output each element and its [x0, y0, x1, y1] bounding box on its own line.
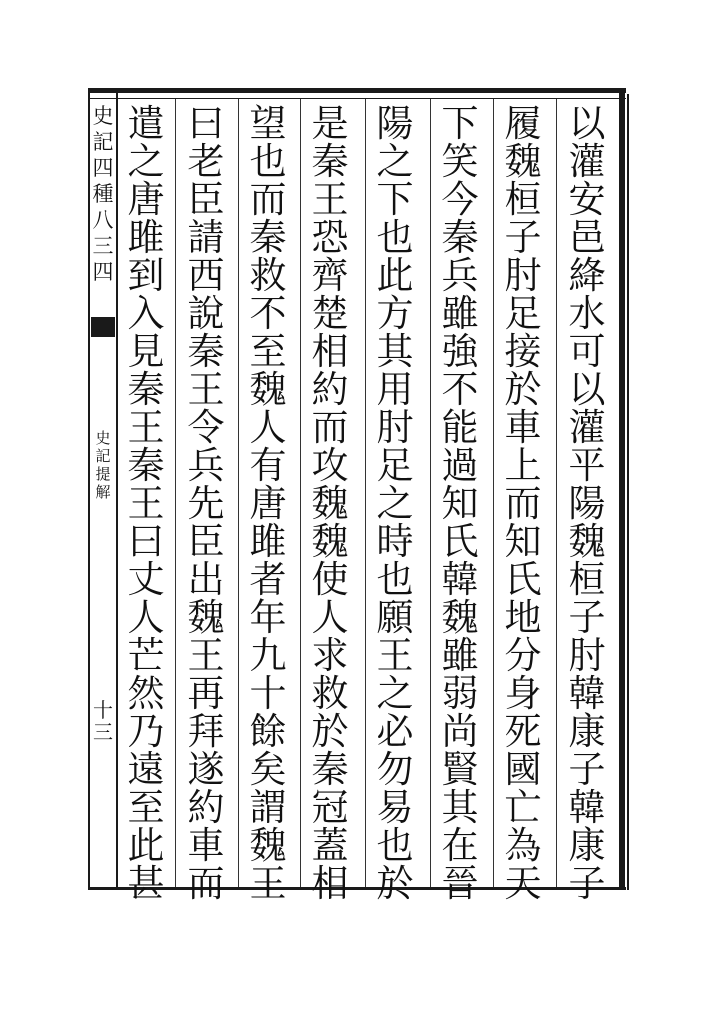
- text-glyph: 在: [441, 824, 479, 867]
- text-glyph: 兵: [441, 254, 479, 297]
- text-glyph: 曰: [187, 102, 225, 145]
- text-glyph: 年: [249, 596, 287, 639]
- margin-char: 解: [95, 483, 111, 501]
- text-glyph: 於: [376, 862, 414, 905]
- text-glyph: 約: [187, 786, 225, 829]
- text-glyph: 遂: [187, 748, 225, 791]
- text-glyph: 方: [376, 292, 414, 335]
- text-glyph: 秦: [441, 216, 479, 259]
- text-glyph: 兵: [187, 444, 225, 487]
- text-glyph: 相: [311, 330, 349, 373]
- text-glyph: 肘: [376, 406, 414, 449]
- text-glyph: 車: [504, 406, 542, 449]
- text-glyph: 齊: [311, 254, 349, 297]
- text-column: [369, 102, 421, 905]
- text-glyph: 救: [249, 254, 287, 297]
- text-glyph: 此: [376, 254, 414, 297]
- text-glyph: 請: [187, 216, 225, 259]
- text-glyph: 勿: [376, 748, 414, 791]
- margin-section-title: [90, 429, 116, 501]
- text-glyph: 秦: [127, 368, 165, 411]
- text-glyph: 臣: [187, 520, 225, 563]
- text-glyph: 使: [311, 558, 349, 601]
- text-glyph: 老: [187, 140, 225, 183]
- text-glyph: 蓋: [311, 824, 349, 867]
- text-glyph: 於: [311, 710, 349, 753]
- column-divider: [493, 99, 494, 887]
- text-glyph: 肘: [568, 634, 606, 677]
- text-glyph: 也: [376, 216, 414, 259]
- text-glyph: 雖: [441, 292, 479, 335]
- text-glyph: 車: [187, 824, 225, 867]
- text-glyph: 魏: [311, 482, 349, 525]
- text-glyph: 九: [249, 634, 287, 677]
- text-glyph: 晉: [441, 862, 479, 905]
- text-column: [561, 102, 613, 905]
- text-glyph: 謂: [249, 786, 287, 829]
- column-divider: [300, 99, 301, 887]
- text-glyph: 相: [311, 862, 349, 905]
- text-glyph: 魏: [441, 596, 479, 639]
- text-glyph: 而: [504, 482, 542, 525]
- text-glyph: 肘: [504, 254, 542, 297]
- text-glyph: 遠: [127, 748, 165, 791]
- text-glyph: 至: [127, 786, 165, 829]
- text-glyph: 至: [249, 330, 287, 373]
- text-glyph: 甚: [127, 862, 165, 905]
- text-glyph: 子: [504, 216, 542, 259]
- text-glyph: 其: [441, 786, 479, 829]
- text-glyph: 說: [187, 292, 225, 335]
- text-glyph: 唐: [127, 178, 165, 221]
- text-glyph: 王: [187, 634, 225, 677]
- text-column: [497, 102, 549, 905]
- text-column: [180, 102, 232, 905]
- text-glyph: 履: [504, 102, 542, 145]
- column-divider: [365, 99, 366, 887]
- text-glyph: 魏: [568, 520, 606, 563]
- text-glyph: 秦: [127, 444, 165, 487]
- text-glyph: 韓: [568, 786, 606, 829]
- text-glyph: 平: [568, 444, 606, 487]
- margin-char: 記: [92, 130, 114, 154]
- margin-char: 種: [92, 182, 114, 206]
- text-glyph: 先: [187, 482, 225, 525]
- text-glyph: 強: [441, 330, 479, 373]
- text-glyph: 魏: [504, 140, 542, 183]
- text-glyph: 死: [504, 710, 542, 753]
- text-glyph: 乃: [127, 710, 165, 753]
- text-glyph: 陽: [568, 482, 606, 525]
- top-border-thick: [88, 88, 626, 93]
- text-glyph: 王: [127, 482, 165, 525]
- text-glyph: 約: [311, 368, 349, 411]
- text-glyph: 唐: [249, 482, 287, 525]
- text-glyph: 有: [249, 444, 287, 487]
- text-glyph: 見: [127, 330, 165, 373]
- text-glyph: 康: [568, 824, 606, 867]
- text-glyph: 不: [441, 368, 479, 411]
- text-glyph: 秦: [249, 216, 287, 259]
- text-glyph: 攻: [311, 444, 349, 487]
- margin-book-title: [90, 103, 116, 285]
- text-glyph: 子: [568, 596, 606, 639]
- text-column: [304, 102, 356, 905]
- text-glyph: 國: [504, 748, 542, 791]
- text-glyph: 拜: [187, 710, 225, 753]
- text-glyph: 而: [187, 862, 225, 905]
- text-glyph: 王: [376, 634, 414, 677]
- text-glyph: 到: [127, 254, 165, 297]
- text-glyph: 再: [187, 672, 225, 715]
- text-glyph: 灌: [568, 140, 606, 183]
- text-glyph: 出: [187, 558, 225, 601]
- text-glyph: 賢: [441, 748, 479, 791]
- text-glyph: 灌: [568, 406, 606, 449]
- text-glyph: 弱: [441, 672, 479, 715]
- text-glyph: 人: [127, 596, 165, 639]
- text-glyph: 入: [127, 292, 165, 335]
- text-glyph: 是: [311, 102, 349, 145]
- text-glyph: 秦: [187, 330, 225, 373]
- text-glyph: 之: [376, 140, 414, 183]
- margin-char: 史: [95, 429, 111, 447]
- text-glyph: 分: [504, 634, 542, 677]
- text-glyph: 康: [568, 710, 606, 753]
- text-glyph: 救: [311, 672, 349, 715]
- text-glyph: 絳: [568, 254, 606, 297]
- text-glyph: 王: [187, 368, 225, 411]
- text-glyph: 此: [127, 824, 165, 867]
- text-glyph: 魏: [187, 596, 225, 639]
- text-glyph: 曰: [127, 520, 165, 563]
- right-border-thin: [627, 94, 629, 890]
- text-glyph: 望: [249, 102, 287, 145]
- text-glyph: 丈: [127, 558, 165, 601]
- text-glyph: 雎: [127, 216, 165, 259]
- text-glyph: 易: [376, 786, 414, 829]
- text-glyph: 而: [249, 178, 287, 221]
- text-glyph: 知: [441, 482, 479, 525]
- text-glyph: 下: [441, 102, 479, 145]
- text-glyph: 下: [376, 178, 414, 221]
- text-glyph: 尚: [441, 710, 479, 753]
- text-glyph: 王: [249, 862, 287, 905]
- text-glyph: 恐: [311, 216, 349, 259]
- text-glyph: 足: [376, 444, 414, 487]
- text-glyph: 以: [568, 102, 606, 145]
- text-glyph: 之: [127, 140, 165, 183]
- column-divider: [556, 99, 557, 887]
- text-glyph: 魏: [249, 824, 287, 867]
- margin-char: 八: [92, 208, 114, 232]
- text-glyph: 天: [504, 862, 542, 905]
- margin-char: 記: [95, 447, 111, 465]
- text-glyph: 陽: [376, 102, 414, 145]
- text-glyph: 安: [568, 178, 606, 221]
- text-glyph: 矣: [249, 748, 287, 791]
- text-glyph: 為: [504, 824, 542, 867]
- text-glyph: 身: [504, 672, 542, 715]
- text-glyph: 子: [568, 748, 606, 791]
- text-glyph: 秦: [311, 140, 349, 183]
- text-glyph: 雖: [441, 634, 479, 677]
- text-glyph: 子: [568, 862, 606, 905]
- text-glyph: 求: [311, 634, 349, 677]
- margin-char: 三: [92, 234, 114, 258]
- margin-char: 四: [92, 156, 114, 180]
- text-glyph: 於: [504, 368, 542, 411]
- text-glyph: 地: [504, 596, 542, 639]
- text-glyph: 餘: [249, 710, 287, 753]
- text-glyph: 冠: [311, 786, 349, 829]
- text-glyph: 人: [311, 596, 349, 639]
- text-glyph: 西: [187, 254, 225, 297]
- text-glyph: 之: [376, 482, 414, 525]
- fish-tail-mark: [91, 317, 115, 337]
- text-glyph: 者: [249, 558, 287, 601]
- text-column: [242, 102, 294, 905]
- text-glyph: 遣: [127, 102, 165, 145]
- text-glyph: 之: [376, 672, 414, 715]
- text-glyph: 其: [376, 330, 414, 373]
- book-margin: [90, 99, 116, 887]
- text-glyph: 知: [504, 520, 542, 563]
- column-divider: [238, 99, 239, 887]
- text-glyph: 而: [311, 406, 349, 449]
- text-glyph: 足: [504, 292, 542, 335]
- text-glyph: 過: [441, 444, 479, 487]
- text-glyph: 不: [249, 292, 287, 335]
- text-glyph: 也: [376, 824, 414, 867]
- text-glyph: 雎: [249, 520, 287, 563]
- text-glyph: 人: [249, 406, 287, 449]
- text-glyph: 時: [376, 520, 414, 563]
- text-glyph: 邑: [568, 216, 606, 259]
- text-glyph: 能: [441, 406, 479, 449]
- text-glyph: 王: [311, 178, 349, 221]
- text-glyph: 魏: [311, 520, 349, 563]
- text-glyph: 氏: [504, 558, 542, 601]
- text-glyph: 秦: [311, 748, 349, 791]
- text-glyph: 今: [441, 178, 479, 221]
- top-border-thin: [88, 98, 626, 99]
- text-glyph: 魏: [249, 368, 287, 411]
- text-glyph: 氏: [441, 520, 479, 563]
- text-glyph: 水: [568, 292, 606, 335]
- right-border-thick: [619, 88, 625, 890]
- text-glyph: 笑: [441, 140, 479, 183]
- text-glyph: 也: [376, 558, 414, 601]
- text-glyph: 十: [249, 672, 287, 715]
- text-glyph: 王: [127, 406, 165, 449]
- text-glyph: 芒: [127, 634, 165, 677]
- column-divider: [430, 99, 431, 887]
- margin-char: 提: [95, 465, 111, 483]
- text-glyph: 也: [249, 140, 287, 183]
- bottom-border: [88, 887, 626, 890]
- text-glyph: 然: [127, 672, 165, 715]
- column-divider: [175, 99, 176, 887]
- page-number: 十三: [93, 698, 113, 744]
- text-column: [120, 102, 172, 905]
- text-glyph: 必: [376, 710, 414, 753]
- text-glyph: 桓: [504, 178, 542, 221]
- text-column: [434, 102, 486, 905]
- text-glyph: 楚: [311, 292, 349, 335]
- text-glyph: 願: [376, 596, 414, 639]
- text-glyph: 用: [376, 368, 414, 411]
- margin-char: 史: [92, 104, 114, 128]
- text-glyph: 韓: [441, 558, 479, 601]
- margin-char: 四: [92, 260, 114, 284]
- margin-divider: [116, 93, 118, 890]
- text-glyph: 臣: [187, 178, 225, 221]
- text-glyph: 桓: [568, 558, 606, 601]
- text-glyph: 上: [504, 444, 542, 487]
- text-glyph: 以: [568, 368, 606, 411]
- text-glyph: 亡: [504, 786, 542, 829]
- text-glyph: 韓: [568, 672, 606, 715]
- text-glyph: 可: [568, 330, 606, 373]
- text-glyph: 令: [187, 406, 225, 449]
- text-glyph: 接: [504, 330, 542, 373]
